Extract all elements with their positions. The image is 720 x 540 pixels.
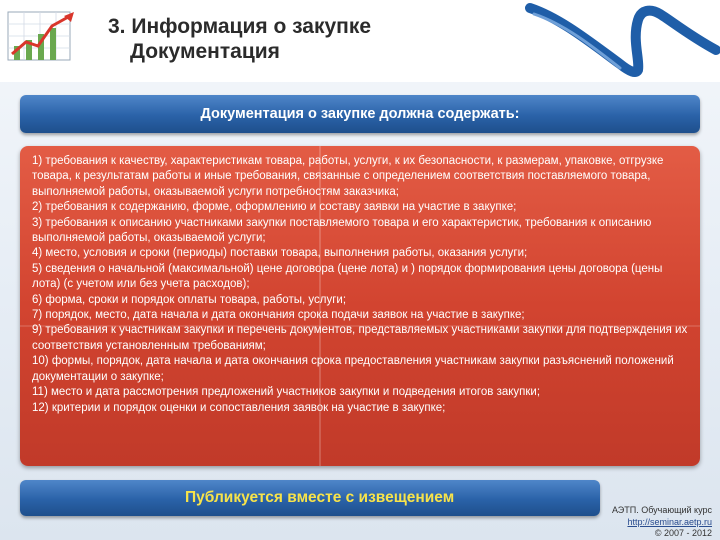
list-item: 1) требования к качеству, характеристикам товара, работы, услуги, к их безопасности, к размерам, упаковке, отгрузке товара, к результатам работы и иные требования, связанные с определением соответствия поставляемого товара, выполняемой работы, оказываемой услуги потребностям заказчика; [32, 155, 664, 198]
slide-title-line1: 3. Информация о закупке [108, 15, 372, 38]
list-item: 12) критерии и порядок оценки и сопоставления заявок на участие в закупке; [32, 401, 446, 414]
copyright: © 2007 - 2012 [654, 528, 712, 538]
list-item: 5) сведения о начальной (максимальной) цене договора (цене лота) и ) порядок формирования цены договора (цены лота) (с учетом или без учета расходов); [32, 262, 663, 291]
list-item: 6) форма, сроки и порядок оплаты товара, работы, услуги; [32, 293, 347, 306]
course-name: АЭТП. Обучающий курс [611, 505, 712, 515]
list-item: 9) требования к участникам закупки и перечень документов, представляемых участниками закупки для подтверждения их соответствия установленным требованиям; [32, 324, 688, 352]
requirements-panel [20, 146, 700, 466]
chart-growth-icon [4, 8, 82, 70]
slide-footer [612, 505, 712, 540]
publication-bar [20, 480, 600, 516]
publication-label: Публикуется вместе с извещением [185, 489, 455, 506]
list-item: 4) место, условия и сроки (периоды) поставки товара, выполнения работы, оказания услуги; [32, 247, 528, 260]
list-item: 10) формы, порядок, дата начала и дата окончания срока предоставления участникам закупки разъяснений положений документации о закупке; [32, 355, 674, 383]
list-item: 7) порядок, место, дата начала и дата окончания срока подачи заявок на участие в закупке; [32, 309, 525, 322]
blue-swoosh-logo [520, 0, 720, 82]
list-item: 11) место и дата рассмотрения предложений участников закупки и подведения итогов закупки; [32, 386, 541, 399]
slide-header [0, 0, 720, 82]
slide-title [108, 14, 371, 64]
list-item: 2) требования к содержанию, форме, оформлению и составу заявки на участие в закупке; [32, 201, 517, 214]
seminar-link[interactable]: http://seminar.aetp.ru [627, 516, 712, 527]
requirements-list [32, 154, 692, 416]
documentation-header-bar [20, 95, 700, 133]
documentation-header-label: Документация о закупке должна содержать: [200, 106, 520, 122]
list-item: 3) требования к описанию участниками закупки поставляемого товара и его характеристик, требования к описанию выполняемой работы, оказываемой услуги; [32, 216, 652, 245]
slide-title-line2: Документация [130, 40, 280, 63]
